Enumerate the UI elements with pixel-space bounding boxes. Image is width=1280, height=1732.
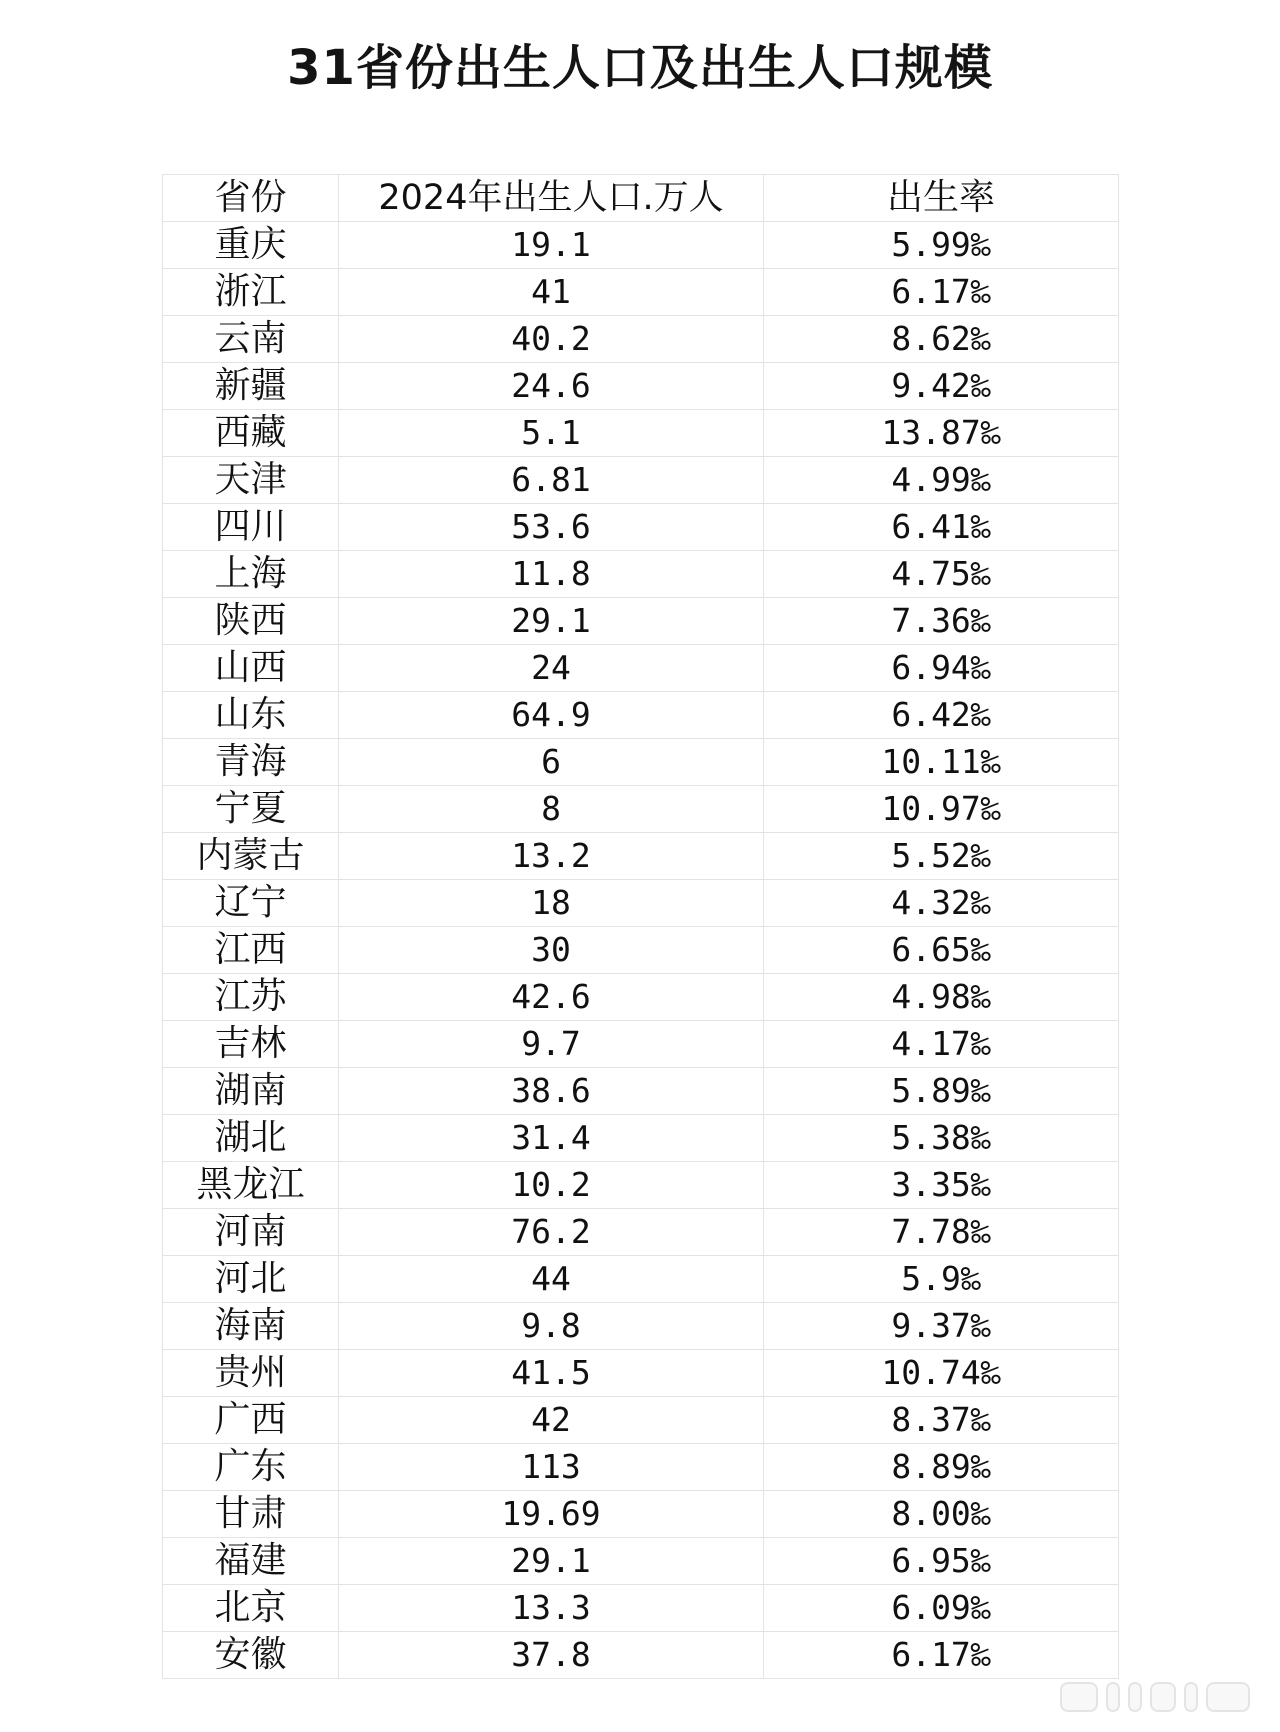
- birth-rate-cell: 8.62‰: [764, 316, 1119, 363]
- birth-rate-cell: 5.52‰: [764, 833, 1119, 880]
- column-header-province: 省份: [163, 175, 339, 222]
- births-cell: 76.2: [339, 1209, 764, 1256]
- births-cell: 113: [339, 1444, 764, 1491]
- province-cell: 重庆: [163, 222, 339, 269]
- table-row: [163, 1444, 1119, 1491]
- province-cell: 浙江: [163, 269, 339, 316]
- province-cell: 西藏: [163, 410, 339, 457]
- table-row: [163, 1538, 1119, 1585]
- table-row: [163, 1397, 1119, 1444]
- province-cell: 广西: [163, 1397, 339, 1444]
- watermark: [1000, 1674, 1250, 1720]
- province-cell: 贵州: [163, 1350, 339, 1397]
- births-cell: 40.2: [339, 316, 764, 363]
- birth-rate-cell: 7.78‰: [764, 1209, 1119, 1256]
- table-row: [163, 222, 1119, 269]
- province-cell: 福建: [163, 1538, 339, 1585]
- births-cell: 11.8: [339, 551, 764, 598]
- births-cell: 29.1: [339, 1538, 764, 1585]
- watermark-shape: [1060, 1682, 1098, 1712]
- table-row: [163, 1256, 1119, 1303]
- province-cell: 河南: [163, 1209, 339, 1256]
- birth-rate-cell: 4.75‰: [764, 551, 1119, 598]
- province-cell: 云南: [163, 316, 339, 363]
- watermark-shape: [1128, 1682, 1142, 1712]
- province-cell: 内蒙古: [163, 833, 339, 880]
- birth-rate-cell: 5.38‰: [764, 1115, 1119, 1162]
- birth-rate-cell: 5.9‰: [764, 1256, 1119, 1303]
- births-cell: 13.3: [339, 1585, 764, 1632]
- birth-rate-cell: 6.65‰: [764, 927, 1119, 974]
- births-cell: 6.81: [339, 457, 764, 504]
- province-cell: 宁夏: [163, 786, 339, 833]
- watermark-shape: [1206, 1682, 1250, 1712]
- births-cell: 44: [339, 1256, 764, 1303]
- province-cell: 湖南: [163, 1068, 339, 1115]
- table-row: [163, 269, 1119, 316]
- column-header-birth-rate: 出生率: [764, 175, 1119, 222]
- table-row: [163, 1021, 1119, 1068]
- province-cell: 湖北: [163, 1115, 339, 1162]
- births-cell: 42: [339, 1397, 764, 1444]
- watermark-shape: [1150, 1682, 1176, 1712]
- births-cell: 18: [339, 880, 764, 927]
- births-cell: 31.4: [339, 1115, 764, 1162]
- birth-rate-cell: 10.74‰: [764, 1350, 1119, 1397]
- births-cell: 13.2: [339, 833, 764, 880]
- table-row: [163, 1491, 1119, 1538]
- births-cell: 9.8: [339, 1303, 764, 1350]
- birth-rate-cell: 4.98‰: [764, 974, 1119, 1021]
- watermark-shape: [1106, 1682, 1120, 1712]
- birth-rate-cell: 10.11‰: [764, 739, 1119, 786]
- province-cell: 吉林: [163, 1021, 339, 1068]
- births-cell: 10.2: [339, 1162, 764, 1209]
- table-row: [163, 927, 1119, 974]
- province-cell: 新疆: [163, 363, 339, 410]
- table-body: [163, 222, 1119, 1679]
- province-cell: 江西: [163, 927, 339, 974]
- table-row: [163, 645, 1119, 692]
- province-cell: 天津: [163, 457, 339, 504]
- province-cell: 安徽: [163, 1632, 339, 1679]
- birth-rate-cell: 9.42‰: [764, 363, 1119, 410]
- table-row: [163, 1115, 1119, 1162]
- province-cell: 上海: [163, 551, 339, 598]
- table-row: [163, 457, 1119, 504]
- birth-rate-cell: 8.37‰: [764, 1397, 1119, 1444]
- province-cell: 山东: [163, 692, 339, 739]
- table-row: [163, 598, 1119, 645]
- province-cell: 广东: [163, 1444, 339, 1491]
- birth-rate-cell: 4.17‰: [764, 1021, 1119, 1068]
- births-cell: 30: [339, 927, 764, 974]
- province-cell: 陕西: [163, 598, 339, 645]
- province-cell: 辽宁: [163, 880, 339, 927]
- table-row: [163, 1350, 1119, 1397]
- births-cell: 8: [339, 786, 764, 833]
- births-cell: 42.6: [339, 974, 764, 1021]
- table-row: [163, 1585, 1119, 1632]
- table-row: [163, 363, 1119, 410]
- birth-rate-cell: 6.41‰: [764, 504, 1119, 551]
- birth-rate-cell: 6.42‰: [764, 692, 1119, 739]
- province-cell: 青海: [163, 739, 339, 786]
- table-row: [163, 1303, 1119, 1350]
- table-row: [163, 1209, 1119, 1256]
- province-cell: 江苏: [163, 974, 339, 1021]
- births-cell: 41: [339, 269, 764, 316]
- column-header-births: 2024年出生人口.万人: [339, 175, 764, 222]
- births-cell: 6: [339, 739, 764, 786]
- birth-rate-cell: 6.17‰: [764, 1632, 1119, 1679]
- birth-rate-cell: 6.09‰: [764, 1585, 1119, 1632]
- table-row: [163, 551, 1119, 598]
- births-cell: 64.9: [339, 692, 764, 739]
- table-row: [163, 410, 1119, 457]
- province-cell: 黑龙江: [163, 1162, 339, 1209]
- table-header-row: [163, 175, 1119, 222]
- table-row: [163, 1162, 1119, 1209]
- birth-rate-cell: 10.97‰: [764, 786, 1119, 833]
- birth-rate-cell: 8.00‰: [764, 1491, 1119, 1538]
- province-cell: 河北: [163, 1256, 339, 1303]
- birth-population-table: [162, 174, 1119, 1679]
- table-row: [163, 880, 1119, 927]
- province-cell: 北京: [163, 1585, 339, 1632]
- table-row: [163, 786, 1119, 833]
- births-cell: 24: [339, 645, 764, 692]
- births-cell: 9.7: [339, 1021, 764, 1068]
- province-cell: 四川: [163, 504, 339, 551]
- birth-rate-cell: 5.89‰: [764, 1068, 1119, 1115]
- births-cell: 19.1: [339, 222, 764, 269]
- births-cell: 19.69: [339, 1491, 764, 1538]
- birth-rate-cell: 3.35‰: [764, 1162, 1119, 1209]
- table-row: [163, 692, 1119, 739]
- table-row: [163, 1632, 1119, 1679]
- births-cell: 5.1: [339, 410, 764, 457]
- birth-rate-cell: 7.36‰: [764, 598, 1119, 645]
- birth-rate-cell: 13.87‰: [764, 410, 1119, 457]
- table-row: [163, 504, 1119, 551]
- births-cell: 41.5: [339, 1350, 764, 1397]
- province-cell: 海南: [163, 1303, 339, 1350]
- births-cell: 53.6: [339, 504, 764, 551]
- births-cell: 29.1: [339, 598, 764, 645]
- page-title: 31省份出生人口及出生人口规模: [287, 40, 993, 96]
- births-cell: 38.6: [339, 1068, 764, 1115]
- births-cell: 24.6: [339, 363, 764, 410]
- births-cell: 37.8: [339, 1632, 764, 1679]
- birth-rate-cell: 6.95‰: [764, 1538, 1119, 1585]
- birth-rate-cell: 8.89‰: [764, 1444, 1119, 1491]
- province-cell: 甘肃: [163, 1491, 339, 1538]
- table-row: [163, 1068, 1119, 1115]
- birth-rate-cell: 6.94‰: [764, 645, 1119, 692]
- table-row: [163, 833, 1119, 880]
- birth-rate-cell: 4.99‰: [764, 457, 1119, 504]
- table-row: [163, 739, 1119, 786]
- table-row: [163, 316, 1119, 363]
- table-row: [163, 974, 1119, 1021]
- province-cell: 山西: [163, 645, 339, 692]
- birth-rate-cell: 5.99‰: [764, 222, 1119, 269]
- watermark-shape: [1184, 1682, 1198, 1712]
- birth-rate-cell: 6.17‰: [764, 269, 1119, 316]
- birth-rate-cell: 4.32‰: [764, 880, 1119, 927]
- birth-rate-cell: 9.37‰: [764, 1303, 1119, 1350]
